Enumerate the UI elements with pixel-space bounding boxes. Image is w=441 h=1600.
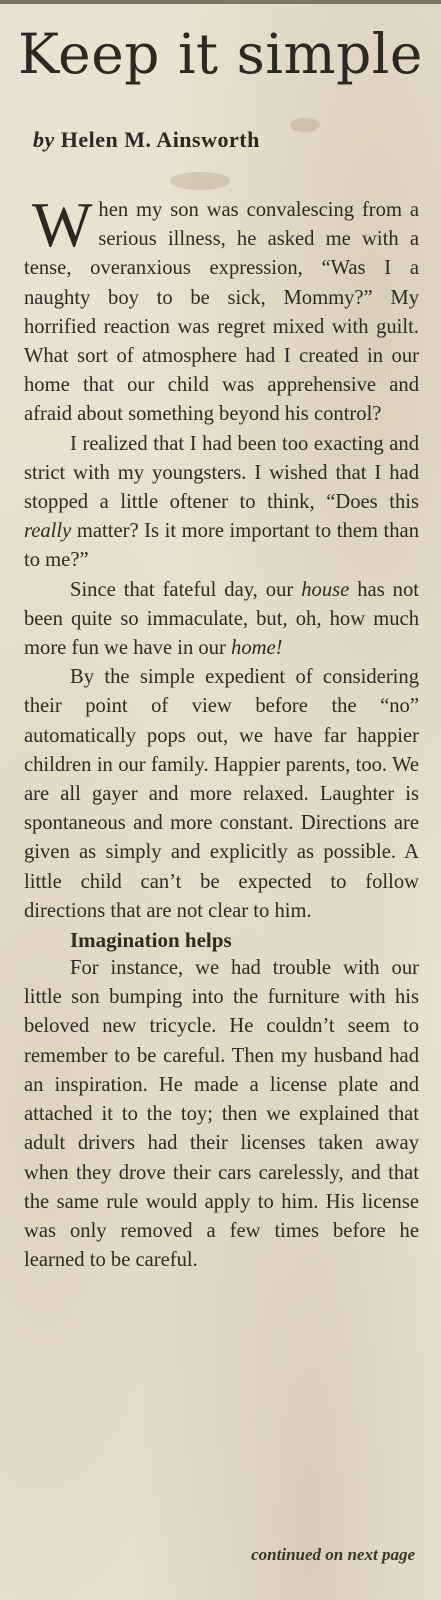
drop-cap: W	[32, 189, 93, 260]
byline-prefix: by	[33, 127, 55, 152]
top-rule	[0, 0, 441, 4]
paragraph-1-text: hen my son was convalescing from a serious illness, he asked me with a tense, overanxious expression, “Was I a naughty boy to be sick, Mommy?” My horrified reaction was regret mixed with guilt. What sort of atmosphere had I created in our home that our child was apprehensive and afraid about something beyond his control?	[24, 199, 419, 426]
author-name: Helen M. Ainsworth	[60, 127, 260, 152]
paragraph-2-text: I realized that I had been too exacting and strict with my youngsters. I wished that I had stopped a little oftener to think, “Does this	[24, 432, 419, 514]
article-body	[24, 189, 419, 1275]
continued-note: continued on next page	[251, 1545, 415, 1564]
paragraph-4: By the simple expedient of considering their point of view before the “no” automatically pops out, we have far happier children in our family. Happier parents, too. We are all gayer and more relaxed. Laughter is spontaneous and more constant. Directions are given as simply and explicitly as possible. A little child can’t be expected to follow directions that are not clear to him.	[24, 666, 419, 922]
paper-stain	[290, 118, 320, 132]
subheading: Imagination helps	[70, 928, 232, 953]
paragraph-2-end: matter? Is it more important to them than to me?”	[24, 520, 419, 572]
paragraph-5: For instance, we had trouble with our little son bumping into the furniture with his beloved new tricycle. He couldn’t seem to remember to be careful. Then my husband had an inspiration. He made a license plate and attached it to the toy; then we explained that adult drivers had their licenses taken away when they drove their cars carelessly, and that the same rule would apply to him. His license was only removed a few times before he learned to be careful.	[24, 957, 419, 1272]
emphasis-house: house	[301, 578, 350, 601]
paragraph-3-middle: has not been quite so immaculate, but, oh, how much more fun we have in our	[24, 578, 419, 660]
paragraph-3-text: Since that fateful day, our	[70, 578, 302, 601]
paragraph-3	[24, 576, 419, 664]
emphasis-really: really	[24, 520, 72, 543]
emphasis-home: home!	[231, 637, 283, 660]
byline	[33, 127, 260, 153]
paragraph-2	[24, 430, 419, 576]
paper-stain	[170, 172, 230, 190]
article-title: Keep it simple	[18, 22, 423, 86]
paragraph-1	[24, 189, 419, 430]
